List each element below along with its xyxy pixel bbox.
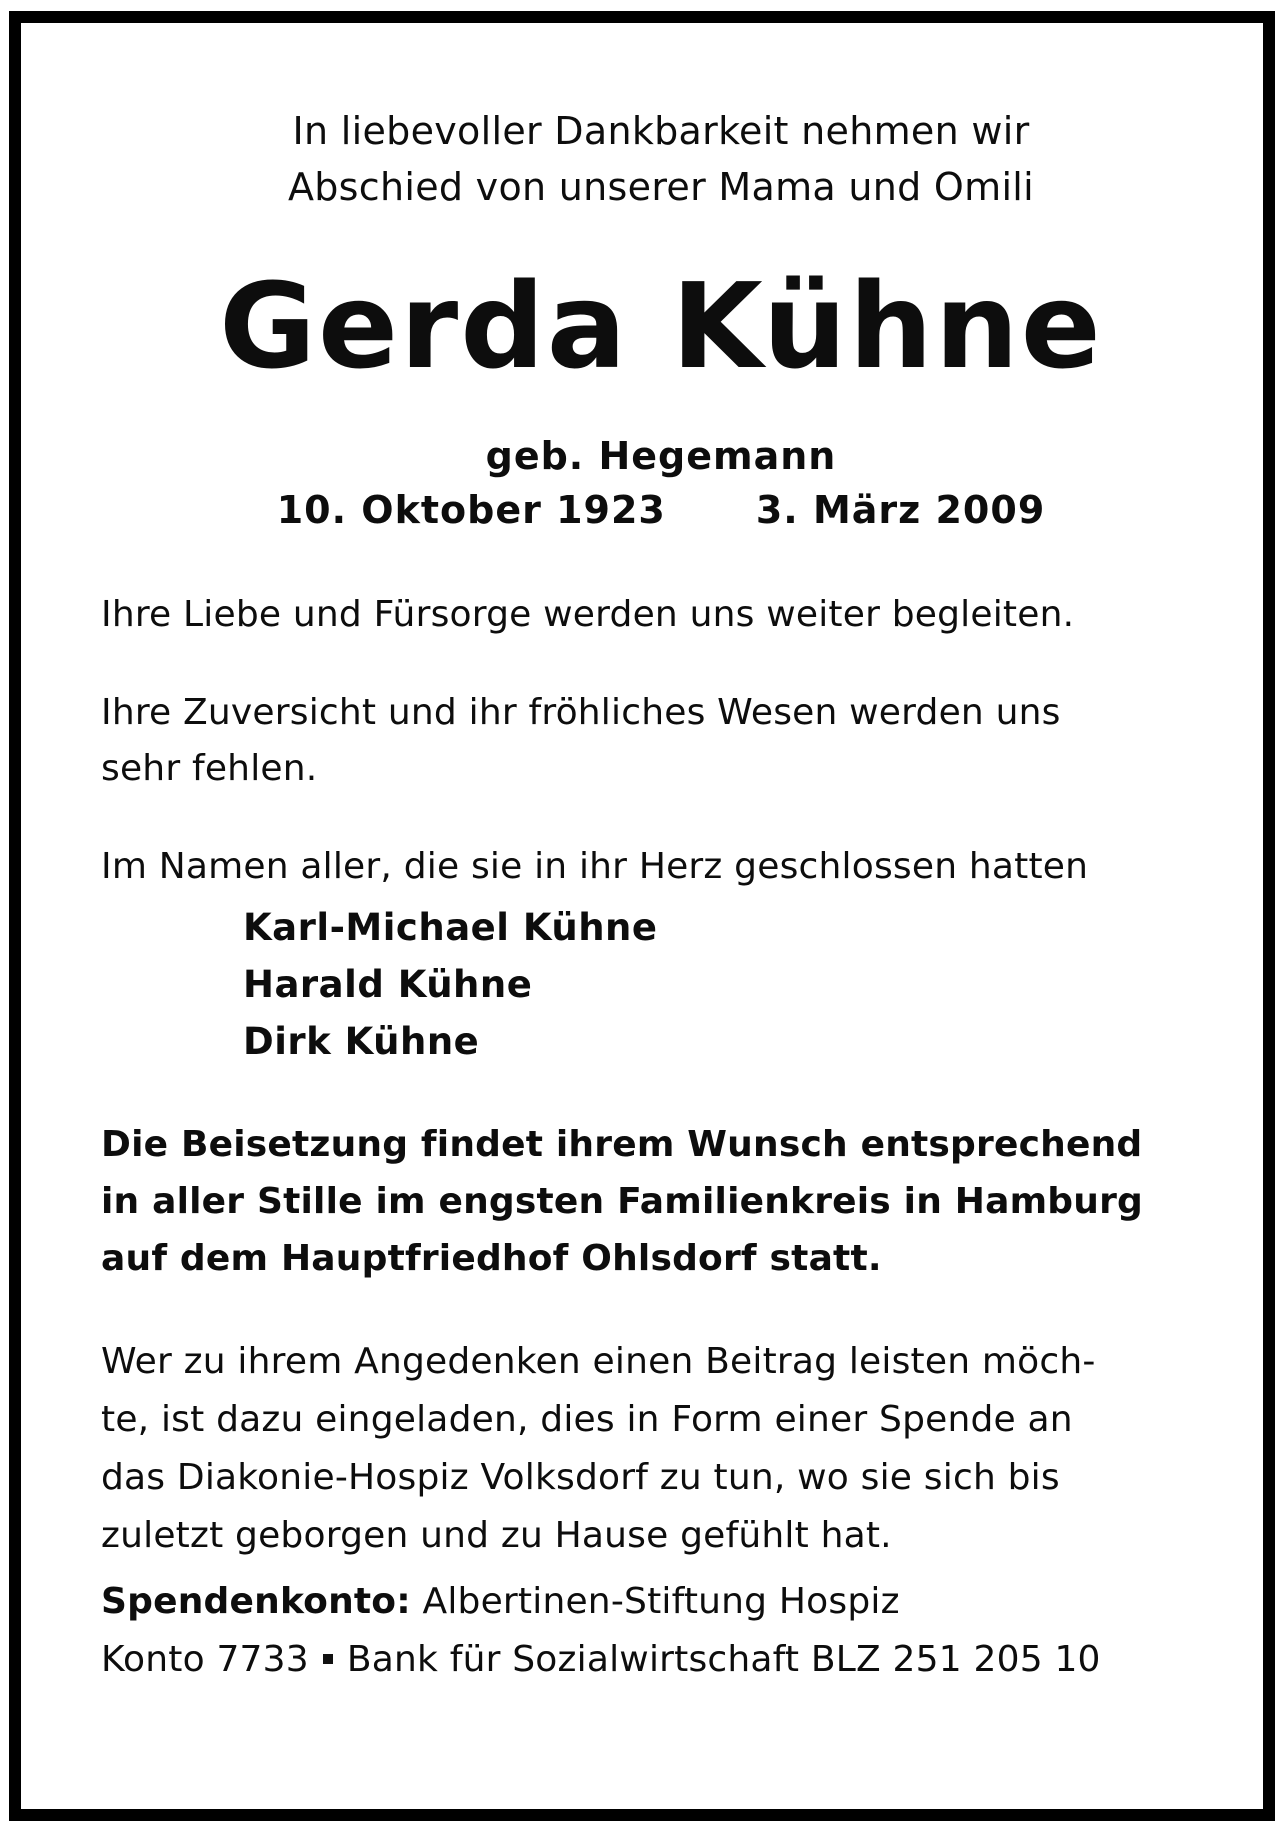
- donation-line-4: zuletzt geborgen und zu Hause gefühlt hat.: [101, 1515, 892, 1556]
- burial-notice: [101, 1116, 1221, 1287]
- burial-line-3: auf dem Hauptfriedhof Ohlsdorf statt.: [101, 1238, 882, 1279]
- signer-name: Harald Kühne: [243, 963, 533, 1006]
- burial-line-2: in aller Stille im engsten Familienkreis in Hamburg: [101, 1181, 1144, 1222]
- on-behalf-text: Im Namen aller, die sie in ihr Herz geschlossen hatten: [101, 846, 1089, 887]
- burial-line-1: Die Beisetzung findet ihrem Wunsch entsprechend: [101, 1124, 1143, 1165]
- signer-name: Dirk Kühne: [243, 1020, 480, 1063]
- account-bank: Bank für Sozialwirtschaft BLZ 251 205 10: [346, 1639, 1101, 1680]
- confidence-line-1: Ihre Zuversicht und ihr fröhliches Wesen werden uns: [101, 692, 1061, 733]
- death-date: 3. März 2009: [755, 488, 1046, 532]
- confidence-line-2: sehr fehlen.: [101, 748, 318, 789]
- birth-name: geb. Hegemann: [485, 434, 837, 478]
- bullet-separator-icon: [323, 1654, 333, 1664]
- obituary-content: [101, 83, 1221, 1689]
- deceased-name: Gerda Kühne: [219, 257, 1103, 395]
- signer-name: Karl-Michael Kühne: [243, 906, 658, 949]
- love-paragraph: Ihre Liebe und Fürsorge werden uns weiter begleiten.: [101, 594, 1075, 635]
- birth-date: 10. Oktober 1923: [276, 488, 666, 532]
- account-number: Konto 7733: [101, 1639, 309, 1680]
- donation-line-1: Wer zu ihrem Angedenken einen Beitrag leisten möch-: [101, 1341, 1096, 1382]
- donation-account: [101, 1573, 1221, 1689]
- obituary-frame: [9, 11, 1275, 1821]
- account-recipient: Albertinen-Stiftung Hospiz: [422, 1581, 900, 1622]
- account-recipient-line: [101, 1573, 1221, 1631]
- donation-line-3: das Diakonie-Hospiz Volksdorf zu tun, wo sie sich bis: [101, 1457, 1060, 1498]
- life-dates: [101, 483, 1221, 537]
- account-details-line: [101, 1631, 1221, 1689]
- donation-text: [101, 1333, 1221, 1565]
- account-label: Spendenkonto:: [101, 1581, 411, 1622]
- signers-list: [243, 899, 1221, 1070]
- donation-line-2: te, ist dazu eingeladen, dies in Form einer Spende an: [101, 1399, 1073, 1440]
- intro-line-1: In liebevoller Dankbarkeit nehmen wir: [292, 109, 1030, 153]
- intro-line-2: Abschied von unserer Mama und Omili: [287, 165, 1035, 209]
- intro-text: [101, 103, 1221, 215]
- confidence-paragraph: [101, 685, 1221, 797]
